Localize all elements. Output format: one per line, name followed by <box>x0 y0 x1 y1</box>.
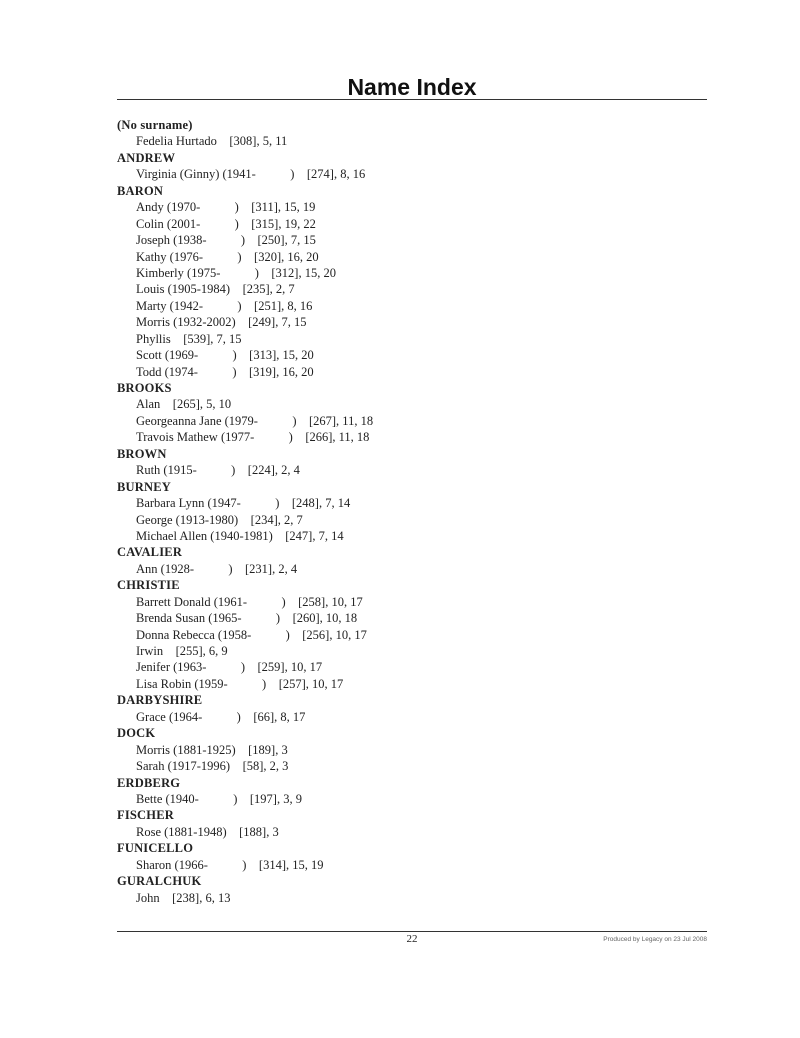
name-entry: Jenifer (1963- ) [259], 10, 17 <box>136 660 323 675</box>
name-entry: Kathy (1976- ) [320], 16, 20 <box>136 249 319 264</box>
name-entry: Travois Mathew (1977- ) [266], 11, 18 <box>136 430 370 445</box>
surname-heading: DARBYSHIRE <box>117 693 203 708</box>
name-entry: Phyllis [539], 7, 15 <box>136 331 242 346</box>
name-entry: Bette (1940- ) [197], 3, 9 <box>136 791 302 806</box>
name-entry: Sarah (1917-1996) [58], 2, 3 <box>136 759 289 774</box>
surname-heading: GURALCHUK <box>117 874 202 889</box>
name-entry: Irwin [255], 6, 9 <box>136 644 228 658</box>
surname-heading: BARON <box>117 183 164 198</box>
name-entry: Grace (1964- ) [66], 8, 17 <box>136 709 306 724</box>
name-entry: Virginia (Ginny) (1941- ) [274], 8, 16 <box>136 167 366 182</box>
name-entry: Todd (1974- ) [319], 16, 20 <box>136 364 314 379</box>
producer-note: Produced by Legacy on 23 Jul 2008 <box>603 936 707 943</box>
name-entry: Sharon (1966- ) [314], 15, 19 <box>136 857 324 872</box>
title-divider <box>117 99 707 100</box>
name-entry: Donna Rebecca (1958- ) [256], 10, 17 <box>136 627 367 642</box>
name-entry: Rose (1881-1948) [188], 3 <box>136 824 279 839</box>
name-entry: Georgeanna Jane (1979- ) [267], 11, 18 <box>136 413 374 428</box>
surname-heading: (No surname) <box>117 118 193 132</box>
surname-heading: CHRISTIE <box>117 578 180 593</box>
name-entry: Andy (1970- ) [311], 15, 19 <box>136 200 316 215</box>
page-number: 22 <box>406 933 418 945</box>
name-index-list <box>117 117 707 906</box>
name-entry: Louis (1905-1984) [235], 2, 7 <box>136 282 295 297</box>
surname-heading: FUNICELLO <box>117 841 194 856</box>
name-entry: Joseph (1938- ) [250], 7, 15 <box>136 233 316 248</box>
name-entry: Barbara Lynn (1947- ) [248], 7, 14 <box>136 496 351 511</box>
name-entry: Lisa Robin (1959- ) [257], 10, 17 <box>136 676 344 691</box>
name-entry: John [238], 6, 13 <box>136 890 231 905</box>
name-entry: Colin (2001- ) [315], 19, 22 <box>136 216 316 231</box>
name-entry: Marty (1942- ) [251], 8, 16 <box>136 298 313 313</box>
surname-heading: FISCHER <box>117 808 174 823</box>
name-entry: Scott (1969- ) [313], 15, 20 <box>136 348 314 363</box>
surname-heading: BROOKS <box>117 381 172 395</box>
name-entry: Ruth (1915- ) [224], 2, 4 <box>136 463 300 478</box>
surname-heading: ERDBERG <box>117 775 181 790</box>
surname-heading: ANDREW <box>117 150 176 165</box>
name-entry: Ann (1928- ) [231], 2, 4 <box>136 561 298 576</box>
name-entry: Barrett Donald (1961- ) [258], 10, 17 <box>136 594 363 609</box>
name-entry: Fedelia Hurtado [308], 5, 11 <box>136 134 288 149</box>
surname-heading: BROWN <box>117 446 167 461</box>
name-entry: Morris (1881-1925) [189], 3 <box>136 742 288 757</box>
name-entry: Michael Allen (1940-1981) [247], 7, 14 <box>136 528 344 543</box>
name-entry: Morris (1932-2002) [249], 7, 15 <box>136 315 307 330</box>
footer-divider <box>117 931 707 932</box>
surname-heading: BURNEY <box>117 479 171 494</box>
name-entry: Kimberly (1975- ) [312], 15, 20 <box>136 265 336 280</box>
name-entry: Brenda Susan (1965- ) [260], 10, 18 <box>136 611 358 626</box>
name-entry: George (1913-1980) [234], 2, 7 <box>136 512 303 527</box>
name-entry: Alan [265], 5, 10 <box>136 397 232 412</box>
surname-heading: CAVALIER <box>117 545 183 560</box>
page-title: Name Index <box>347 74 477 100</box>
surname-heading: DOCK <box>117 726 156 741</box>
